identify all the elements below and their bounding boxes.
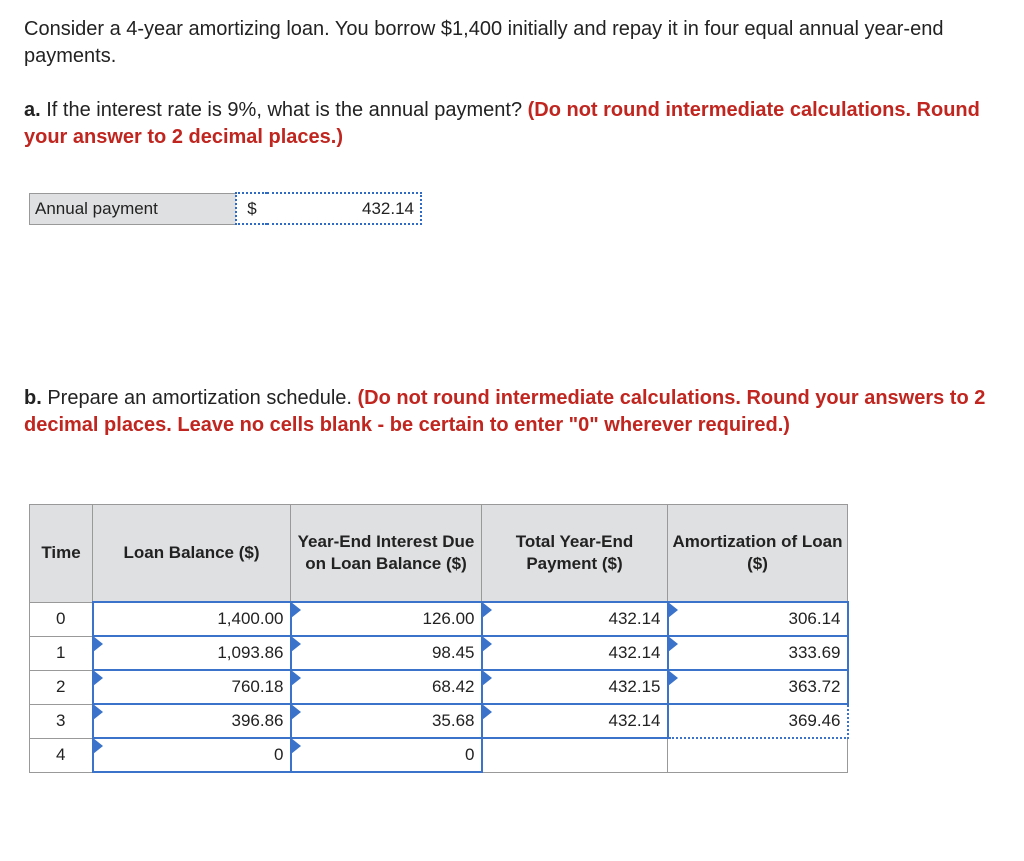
amortization-input[interactable]: [668, 636, 848, 670]
flag-marker-icon: [291, 636, 301, 652]
flag-marker-icon: [291, 670, 301, 686]
loan-balance-input[interactable]: [93, 670, 291, 704]
loan-balance-value: 396.86: [231, 711, 284, 730]
header-loan-balance: Loan Balance ($): [93, 505, 291, 603]
amortization-value: 363.72: [788, 677, 841, 696]
annual-payment-input[interactable]: 432.14: [267, 193, 421, 224]
flag-marker-icon: [93, 738, 103, 754]
loan-balance-value: 1,093.86: [217, 643, 284, 662]
flag-marker-icon: [291, 738, 301, 754]
amortization-input-focused[interactable]: 369.46: [668, 704, 848, 738]
amortization-value: 333.69: [788, 643, 841, 662]
interest-input[interactable]: [291, 738, 482, 772]
header-interest: Year-End Interest Due on Loan Balance ($): [291, 505, 482, 603]
part-a-instruction: (Do not round intermediate calculations. Round your answer to 2 decimal places.): [24, 99, 980, 148]
flag-marker-icon: [482, 670, 492, 686]
annual-payment-answer: [29, 192, 422, 225]
payment-value: 432.15: [608, 677, 661, 696]
time-cell: 4: [30, 738, 93, 772]
amortization-value: 306.14: [788, 609, 841, 628]
part-b-instruction: (Do not round intermediate calculations. Round your answers to 2 decimal places. Leave no cells blank - be certain to enter "0" wherever required.): [24, 387, 986, 436]
table-row: [30, 670, 848, 704]
annual-payment-label: Annual payment: [30, 193, 237, 224]
payment-cell-empty: [482, 738, 668, 772]
payment-input[interactable]: [482, 670, 668, 704]
interest-input[interactable]: [291, 704, 482, 738]
payment-value: 432.14: [608, 643, 661, 662]
interest-value: 126.00: [422, 609, 475, 628]
loan-balance-input[interactable]: [93, 738, 291, 772]
flag-marker-icon: [93, 704, 103, 720]
amortization-input[interactable]: [668, 670, 848, 704]
flag-marker-icon: [668, 602, 678, 618]
part-b-question: [24, 385, 994, 439]
payment-input[interactable]: [482, 602, 668, 636]
interest-value: 0: [465, 745, 475, 764]
header-total-payment: Total Year-End Payment ($): [482, 505, 668, 603]
problem-statement: Consider a 4-year amortizing loan. You borrow $1,400 initially and repay it in four equal annual year-end payments.: [24, 18, 944, 67]
amortization-cell-empty: [668, 738, 848, 772]
time-cell: 0: [30, 602, 93, 636]
flag-marker-icon: [482, 636, 492, 652]
interest-input[interactable]: [291, 602, 482, 636]
time-cell: 1: [30, 636, 93, 670]
interest-value: 68.42: [431, 677, 475, 696]
payment-input[interactable]: [482, 704, 668, 738]
interest-value: 35.68: [431, 711, 475, 730]
flag-marker-icon: [291, 704, 301, 720]
loan-balance-value: 0: [274, 745, 284, 764]
flag-marker-icon: [482, 704, 492, 720]
payment-value: 432.14: [608, 711, 661, 730]
time-cell: 2: [30, 670, 93, 704]
part-b-lead: b.: [24, 387, 42, 409]
header-time: Time: [30, 505, 93, 603]
flag-marker-icon: [291, 602, 301, 618]
loan-balance-input[interactable]: [93, 636, 291, 670]
payment-input[interactable]: [482, 636, 668, 670]
payment-value: 432.14: [608, 609, 661, 628]
part-a-question-text: If the interest rate is 9%, what is the annual payment?: [40, 99, 528, 121]
part-a-question: [24, 97, 984, 151]
amortization-schedule: [29, 504, 849, 773]
flag-marker-icon: [93, 670, 103, 686]
table-row: [30, 636, 848, 670]
part-a-lead: a.: [24, 99, 41, 121]
table-row: [30, 738, 848, 772]
loan-balance-input[interactable]: 1,400.00: [93, 602, 291, 636]
table-row: [30, 704, 848, 738]
interest-input[interactable]: [291, 636, 482, 670]
flag-marker-icon: [668, 670, 678, 686]
flag-marker-icon: [93, 636, 103, 652]
time-cell: 3: [30, 704, 93, 738]
loan-balance-value: 760.18: [231, 677, 284, 696]
currency-symbol: $: [236, 193, 267, 224]
table-row: [30, 602, 848, 636]
part-b-question-text: Prepare an amortization schedule.: [41, 387, 358, 409]
amortization-input[interactable]: [668, 602, 848, 636]
flag-marker-icon: [668, 636, 678, 652]
interest-input[interactable]: [291, 670, 482, 704]
header-amortization: Amortization of Loan ($): [668, 505, 848, 603]
flag-marker-icon: [482, 602, 492, 618]
loan-balance-input[interactable]: [93, 704, 291, 738]
interest-value: 98.45: [431, 643, 475, 662]
